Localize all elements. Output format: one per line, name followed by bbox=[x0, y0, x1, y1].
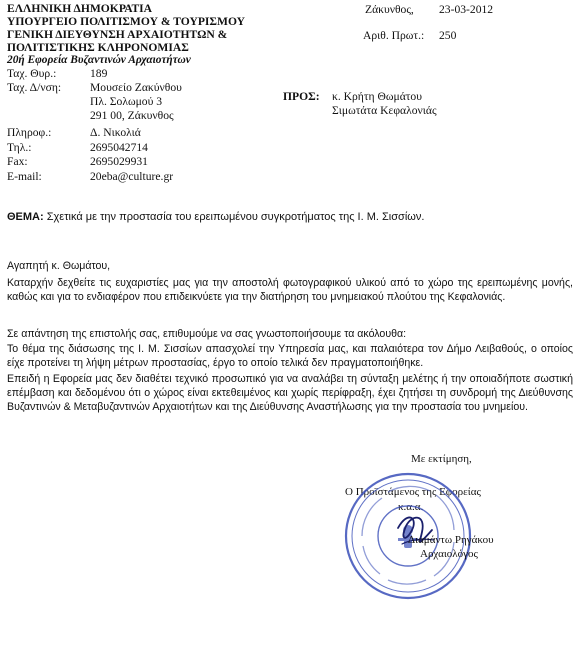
pobox-label: Ταχ. Θυρ.: bbox=[7, 67, 57, 80]
paragraph-assistance: Επειδή η Εφορεία μας δεν διαθέτει τεχνικό προσωπικό για να αναλάβει τη σύνταξη μελέτης ή την οποιαδήποτε σωστική επέμβαση και δεδομένου ότι ο χώρος είναι εκτεθειμένος και χωρίς περίφραξη, έχει ζητήσει τη συνδρομή της Διεύθυνσης Βυζαντινών & Μεταβυζαντινών Αρχαιοτήτων και της Διεύθυνσης Αναστήλωσης για την προστασία του μνημείου. bbox=[7, 373, 573, 413]
info-value: Δ. Νικολιά bbox=[90, 126, 141, 139]
place-label: Ζάκυνθος, bbox=[365, 3, 414, 16]
recipient-label: ΠΡΟΣ: bbox=[283, 90, 320, 103]
tel-value: 2695042714 bbox=[90, 141, 148, 154]
protocol-label: Αριθ. Πρωτ.: bbox=[363, 29, 425, 42]
date-value: 23-03-2012 bbox=[439, 3, 494, 16]
address-line-3: 291 00, Ζάκυνθος bbox=[90, 109, 174, 122]
subject-label: ΘΕΜΑ: bbox=[7, 211, 44, 223]
recipient-name: κ. Κρήτη Θωμάτου bbox=[332, 90, 422, 103]
header-line-heritage: ΠΟΛΙΤΙΣΤΙΚΗΣ ΚΛΗΡΟΝΟΜΙΑΣ bbox=[7, 41, 189, 54]
subject-line bbox=[7, 211, 424, 223]
signer-name: Διαμάντω Ρηγάκου bbox=[408, 534, 494, 546]
header-line-ministry: ΥΠΟΥΡΓΕΙΟ ΠΟΛΙΤΙΣΜΟΥ & ΤΟΥΡΙΣΜΟΥ bbox=[7, 15, 246, 28]
header-line-ephorate: 20ή Εφορεία Βυζαντινών Αρχαιοτήτων bbox=[7, 54, 191, 66]
address-label: Ταχ. Δ/νση: bbox=[7, 81, 62, 94]
subject-text: Σχετικά με την προστασία του ερειπωμένου συγκροτήματος της Ι. Μ. Σισσίων. bbox=[46, 211, 425, 223]
paragraph-reply-intro: Σε απάντηση της επιστολής σας, επιθυμούμε να σας γνωστοποιήσουμε τα ακόλουθα: bbox=[7, 328, 407, 340]
address-line-2: Πλ. Σολωμού 3 bbox=[90, 95, 163, 108]
fax-value: 2695029931 bbox=[90, 155, 148, 168]
paragraph-thanks: Καταρχήν δεχθείτε τις ευχαριστίες μας για την αποστολή φωτογραφικού υλικού από το χώρο της ερειπωμένης μονής, καθώς και για το ενδιαφέρον που επιδεικνύετε για την διατήρηση του μνημειακού πλούτου της Κεφαλονιάς. bbox=[7, 277, 573, 303]
signer-role: Ο Προϊστάμενος της Εφορείας bbox=[345, 486, 481, 498]
header-line-directorate: ΓΕΝΙΚΗ ΔΙΕΥΘΥΝΣΗ ΑΡΧΑΙΟΤΗΤΩΝ & bbox=[7, 28, 228, 41]
tel-label: Τηλ.: bbox=[7, 141, 32, 154]
recipient-location: Σιμωτάτα Κεφαλονιάς bbox=[332, 104, 437, 117]
email-label: E-mail: bbox=[7, 170, 42, 183]
paragraph-preservation: Το θέμα της διάσωσης της Ι. Μ. Σισσίων απασχολεί την Υπηρεσία μας, και παλαιότερα τον Δήμο Λειβαθούς, ο οποίος είχε προτείνει τη λήψη μέτρων προστασίας, έργο το οποίο τελικά δεν πραγματοποιήθηκε. bbox=[7, 343, 573, 369]
signer-title: Αρχαιολόγος bbox=[420, 548, 478, 560]
regards: Με εκτίμηση, bbox=[411, 453, 472, 465]
info-label: Πληροφ.: bbox=[7, 126, 52, 139]
pobox-value: 189 bbox=[90, 67, 108, 80]
email-value: 20eba@culture.gr bbox=[90, 170, 174, 183]
fax-label: Fax: bbox=[7, 155, 28, 168]
address-line-1: Μουσείο Ζακύνθου bbox=[90, 81, 182, 94]
signer-kaa: κ.α.α. bbox=[398, 501, 424, 513]
header-line-republic: ΕΛΛΗΝΙΚΗ ΔΗΜΟΚΡΑΤΙΑ bbox=[7, 2, 153, 15]
protocol-number: 250 bbox=[439, 29, 457, 42]
salutation: Αγαπητή κ. Θωμάτου, bbox=[7, 260, 111, 272]
